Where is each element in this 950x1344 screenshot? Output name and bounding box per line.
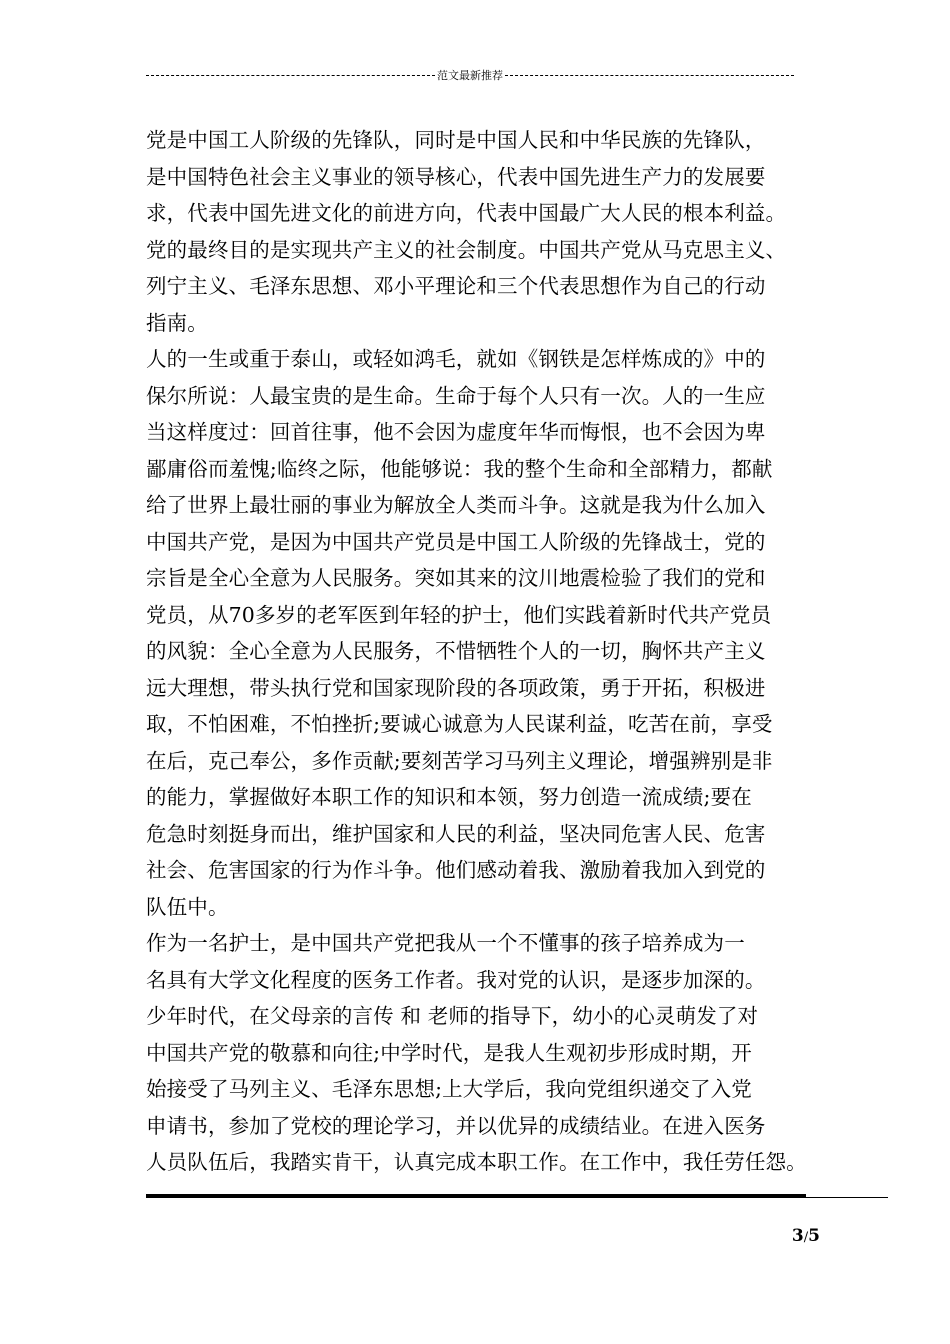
body-line: 人的一生或重于泰山，或轻如鸿毛，就如《钢铁是怎样炼成的》中的 [146,347,766,371]
body-line: 当这样度过：回首往事，他不会因为虚度年华而悔恨，也不会因为卑 [146,420,766,444]
body-line: 取，不怕困难，不怕挫折;要诚心诚意为人民谋利益，吃苦在前，享受 [146,712,773,736]
body-line: 党是中国工人阶级的先锋队，同时是中国人民和中华民族的先锋队， [146,128,766,152]
body-line: 人员队伍后，我踏实肯干，认真完成本职工作。在工作中，我任劳任怨。 [146,1150,807,1174]
body-line: 作为一名护士，是中国共产党把我从一个不懂事的孩子培养成为一 [146,931,745,955]
body-line: 少年时代，在父母亲的言传 和 老师的指导下，幼小的心灵萌发了对 [146,1004,759,1028]
body-line: 中国共产党的敬慕和向往;中学时代，是我人生观初步形成时期，开 [146,1040,752,1065]
body-line: 社会、危害国家的行为作斗争。他们感动着我、激励着我加入到党的 [146,858,766,882]
body-line: 的能力，掌握做好本职工作的知识和本领，努力创造一流成绩;要在 [146,785,752,809]
body-line: 在后，克己奉公，多作贡献;要刻苦学习马列主义理论，增强辨别是非 [146,748,773,773]
body-line: 党员，从70多岁的老军医到年轻的护士，他们实践着新时代共产党员 [146,602,772,627]
body-line: 给了世界上最壮丽的事业为解放全人类而斗争。这就是我为什么加入 [146,493,766,517]
page-separator: / [803,1230,809,1245]
body-line: 始接受了马列主义、毛泽东思想;上大学后，我向党组织递交了入党 [146,1077,752,1101]
page-number [760,1226,820,1246]
body-line: 是中国特色社会主义事业的领导核心，代表中国先进生产力的发展要 [146,164,766,189]
header-dash-left [146,75,435,76]
footer-divider [146,1194,888,1198]
body-line: 党的最终目的是实现共产主义的社会制度。中国共产党从马克思主义、 [146,237,787,262]
body-line: 远大理想，带头执行党和国家现阶段的各项政策，勇于开拓，积极进 [146,675,766,700]
header-dash-right [505,75,794,76]
body-line: 保尔所说：人最宝贵的是生命。生命于每个人只有一次。人的一生应 [146,383,766,408]
body-line: 危急时刻挺身而出，维护国家和人民的利益，坚决同危害人民、危害 [146,821,766,846]
body-line: 指南。 [146,310,208,335]
body-line: 中国共产党，是因为中国共产党员是中国工人阶级的先锋战士，党的 [146,529,766,554]
footer-divider-thin [146,1197,888,1198]
page-header [146,64,794,86]
body-line: 列宁主义、毛泽东思想、邓小平理论和三个代表思想作为自己的行动 [146,274,766,298]
body-line: 求，代表中国先进文化的前进方向，代表中国最广大人民的根本利益。 [146,201,787,225]
document-body [146,122,818,1181]
body-line: 的风貌：全心全意为人民服务，不惜牺牲个人的一切，胸怀共产主义 [146,639,766,663]
body-line: 鄙庸俗而羞愧;临终之际，他能够说：我的整个生命和全部精力，都献 [146,456,773,481]
body-line: 名具有大学文化程度的医务工作者。我对党的认识，是逐步加深的。 [146,967,766,992]
header-label: 范文最新推荐 [437,69,503,82]
body-line: 宗旨是全心全意为人民服务。突如其来的汶川地震检验了我们的党和 [146,566,766,590]
body-line: 申请书，参加了党校的理论学习，并以优异的成绩结业。在进入医务 [146,1113,766,1138]
body-line: 队伍中。 [146,894,229,919]
page-current: 3 [791,1226,804,1246]
page-total: 5 [808,1226,820,1246]
